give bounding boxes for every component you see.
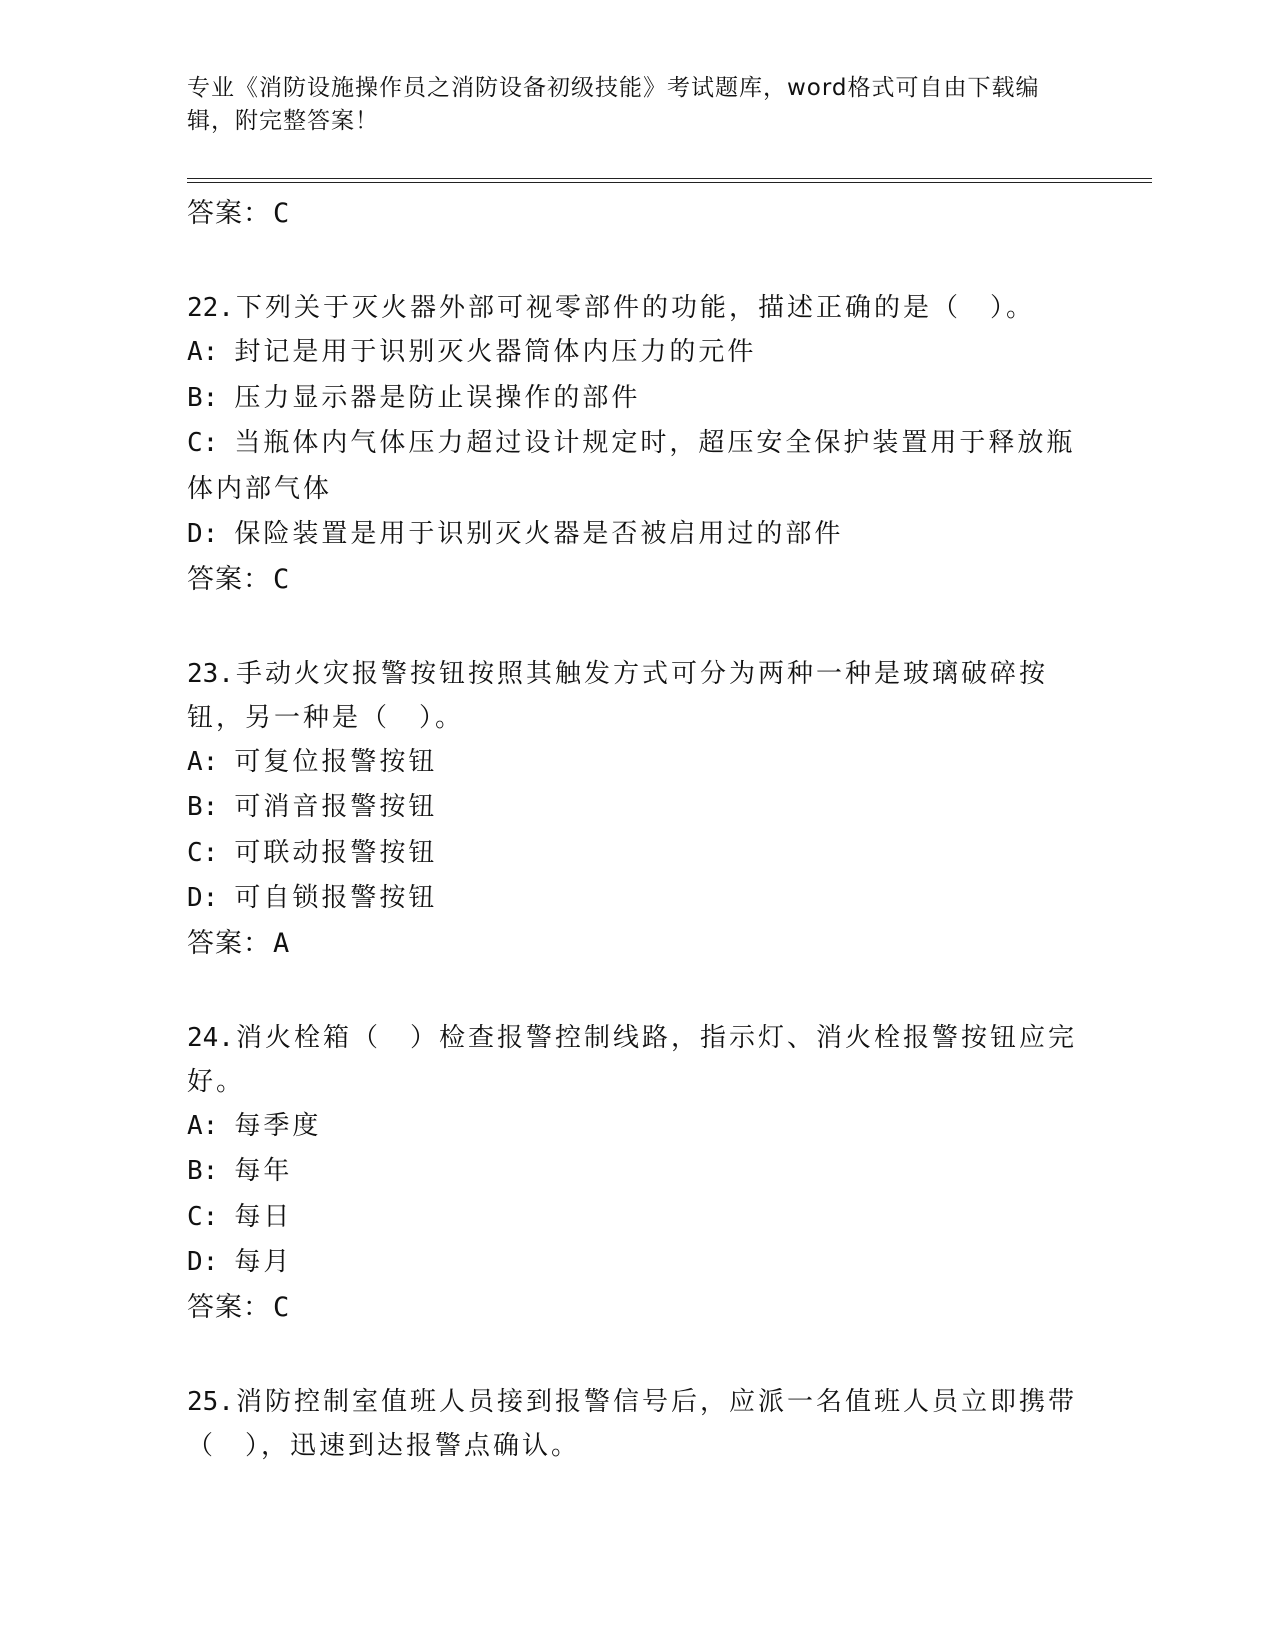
answer-label: 答案： xyxy=(187,927,271,959)
option-text: 每季度 xyxy=(234,1110,322,1141)
question-text xyxy=(187,1016,1087,1104)
answer-label: 答案： xyxy=(187,198,271,229)
option-text: 可消音报警按钮 xyxy=(234,792,438,822)
question-text xyxy=(187,652,1087,740)
option-key: B: xyxy=(187,1156,219,1186)
answer-line xyxy=(187,558,1087,602)
answer-value: C xyxy=(273,198,291,229)
option-key: D: xyxy=(187,1247,219,1277)
option-b xyxy=(187,376,1087,422)
question-stem: 消防控制室值班人员接到报警信号后，应派一名值班人员立即携带（ ），迅速到达报警点确认。 xyxy=(187,1386,1077,1461)
question-list xyxy=(187,192,1087,1468)
option-text: 封记是用于识别灭火器筒体内压力的元件 xyxy=(234,337,757,367)
option-text: 可联动报警按钮 xyxy=(234,837,438,868)
answer-label: 答案： xyxy=(187,1291,271,1323)
option-text: 保险装置是用于识别灭火器是否被启用过的部件 xyxy=(234,519,844,549)
option-key: B: xyxy=(187,792,219,822)
option-text: 压力显示器是防止误操作的部件 xyxy=(234,382,641,413)
option-text: 当瓶体内气体压力超过设计规定时，超压安全保护装置用于释放瓶体内部气体 xyxy=(187,428,1076,504)
option-key: A: xyxy=(187,746,219,777)
answer-line xyxy=(187,922,1087,966)
question-22 xyxy=(187,286,1087,602)
option-a xyxy=(187,740,1087,786)
question-text xyxy=(187,1380,1087,1468)
option-text: 每年 xyxy=(234,1156,293,1186)
option-text: 每日 xyxy=(234,1201,293,1232)
option-text: 可复位报警按钮 xyxy=(234,746,438,777)
answer-label: 答案： xyxy=(187,563,271,595)
option-key: B: xyxy=(187,382,219,413)
option-key: C: xyxy=(187,837,219,868)
question-number: 23. xyxy=(187,658,234,689)
option-text: 可自锁报警按钮 xyxy=(234,883,438,913)
option-b xyxy=(187,785,1087,831)
option-c xyxy=(187,421,1087,512)
option-key: C: xyxy=(187,1201,219,1232)
option-d xyxy=(187,512,1087,558)
answer-line xyxy=(187,1286,1087,1330)
option-c xyxy=(187,1195,1087,1241)
option-a xyxy=(187,1104,1087,1150)
option-c xyxy=(187,831,1087,877)
question-24 xyxy=(187,1016,1087,1330)
option-b xyxy=(187,1149,1087,1195)
option-d xyxy=(187,1240,1087,1286)
answer-value: C xyxy=(273,1291,291,1323)
question-stem: 下列关于灭火器外部可视零部件的功能，描述正确的是（ ）。 xyxy=(235,293,1035,323)
option-text: 每月 xyxy=(234,1247,293,1277)
question-stem: 消火栓箱（ ）检查报警控制线路，指示灯、消火栓报警按钮应完好。 xyxy=(187,1022,1077,1097)
option-key: D: xyxy=(187,883,219,913)
question-stem: 手动火灾报警按钮按照其触发方式可分为两种一种是玻璃破碎按钮，另一种是（ ）。 xyxy=(187,658,1048,733)
option-d xyxy=(187,876,1087,922)
header-divider xyxy=(187,178,1152,183)
question-25 xyxy=(187,1380,1087,1468)
question-number: 25. xyxy=(187,1386,234,1417)
option-a xyxy=(187,330,1087,376)
answer-value: A xyxy=(273,927,291,959)
option-key: A: xyxy=(187,337,219,367)
document-header: 专业《消防设施操作员之消防设备初级技能》考试题库，word格式可自由下载编辑，附完整答案！ xyxy=(187,75,1040,134)
answer-value: C xyxy=(273,563,291,595)
option-key: C: xyxy=(187,428,219,458)
question-number: 24. xyxy=(187,1022,234,1053)
question-number: 22. xyxy=(187,293,234,323)
option-key: D: xyxy=(187,519,219,549)
answer-line xyxy=(187,192,1087,236)
question-text xyxy=(187,286,1087,330)
option-key: A: xyxy=(187,1110,219,1141)
question-23 xyxy=(187,652,1087,966)
